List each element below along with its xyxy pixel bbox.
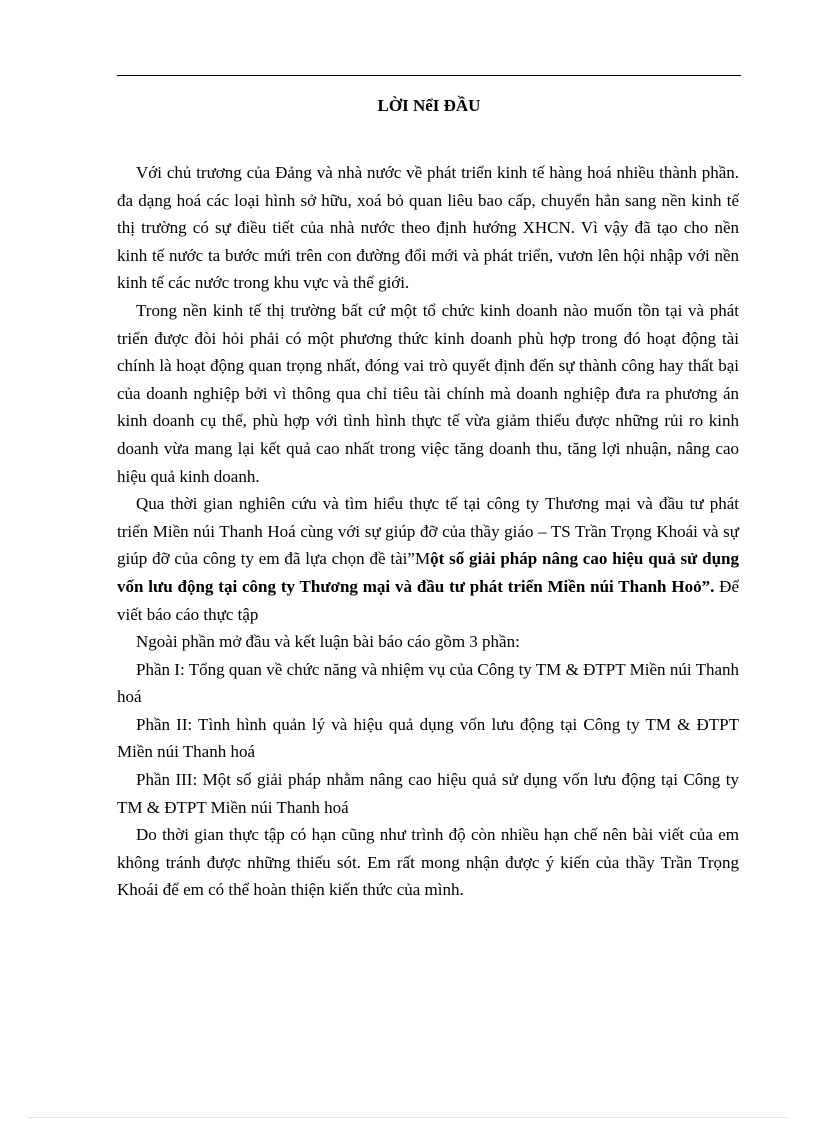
paragraph-2: Trong nền kinh tế thị trường bất cứ một tổ chức kinh doanh nào muốn tồn tại và phát triển được đòi hỏi phải có một phương thức kinh doanh phù hợp trong đó hoạt động tài chính là hoạt động quan trọng nhất, đóng vai trò quyết định đến sự thành công hay thất bại của doanh nghiệp bởi vì thông qua chỉ tiêu tài chính mà doanh nghiệp đưa ra phương án kinh doanh cụ thể, phù hợp với tình hình thực tế vừa giảm thiểu được những rủi ro kinh doanh vừa mang lại kết quả cao nhất trong việc tăng doanh thu, tăng lợi nhuận, nâng cao hiệu quả kinh doanh. — [117, 300, 739, 486]
document-body — [117, 159, 739, 904]
bottom-dotted-rule — [28, 1117, 788, 1118]
paragraph-part-1: Phần I: Tổng quan về chức năng và nhiệm vụ của Công ty TM & ĐTPT Miền núi Thanh hoá — [117, 659, 739, 707]
paragraph-1: Với chủ trương của Đảng và nhà nước về phát triển kinh tế hàng hoá nhiều thành phần. đa dạng hoá các loại hình sở hữu, xoá bỏ quan liêu bao cấp, chuyển hẳn sang nền kinh tế thị trường có sự điều tiết của nhà nước theo định hướng XHCN. Vì vậy đã tạo cho nền kinh tế nước ta bước mứi trên con đường đổi mới và phát triển, vươn lên hội nhập với nền kinh tế các nước trong khu vực và thế giới. — [117, 163, 739, 293]
page-title: LỜI NểI ĐẦU — [377, 96, 481, 115]
paragraph-part-2: Phần II: Tình hình quản lý và hiệu quả dụng vốn lưu động tại Công ty TM & ĐTPT Miền núi Thanh hoá — [117, 714, 739, 762]
paragraph-4: Ngoài phần mở đầu và kết luận bài báo cáo gồm 3 phần: — [136, 632, 520, 652]
paragraph-3-ending: Để viết báo cáo thực tập — [117, 576, 739, 624]
thesis-topic: ột số giải pháp nâng cao hiệu quả sử dụng vốn lưu động tại công ty Thương mại và đầu tư phát triển Miền núi Thanh Hoỏ”. — [117, 549, 739, 596]
paragraph-3 — [117, 490, 739, 628]
paragraph-part-3: Phần III: Một số giải pháp nhằm nâng cao hiệu quả sử dụng vốn lưu động tại Công ty TM & ĐTPT Miền núi Thanh hoá — [117, 770, 739, 817]
top-rule — [117, 75, 741, 76]
paragraph-3-text: Qua thời gian nghiên cứu và tìm hiểu thực tế tại công ty Thương mại và đầu tư phát triển Miền núi Thanh Hoá cùng với sự giúp đỡ của thầy giáo – TS Trần Trọng Khoái và sự giúp đỡ của công ty em đã lựa chọn đề tài”M — [117, 494, 739, 569]
paragraph-closing: Do thời gian thực tập có hạn cũng như trình độ còn nhiều hạn chế nên bài viết của em không tránh được những thiếu sót. Em rất mong nhận được ý kiến của thầy Trần Trọng Khoái để em có thể hoàn thiện kiến thức của mình. — [117, 825, 739, 900]
